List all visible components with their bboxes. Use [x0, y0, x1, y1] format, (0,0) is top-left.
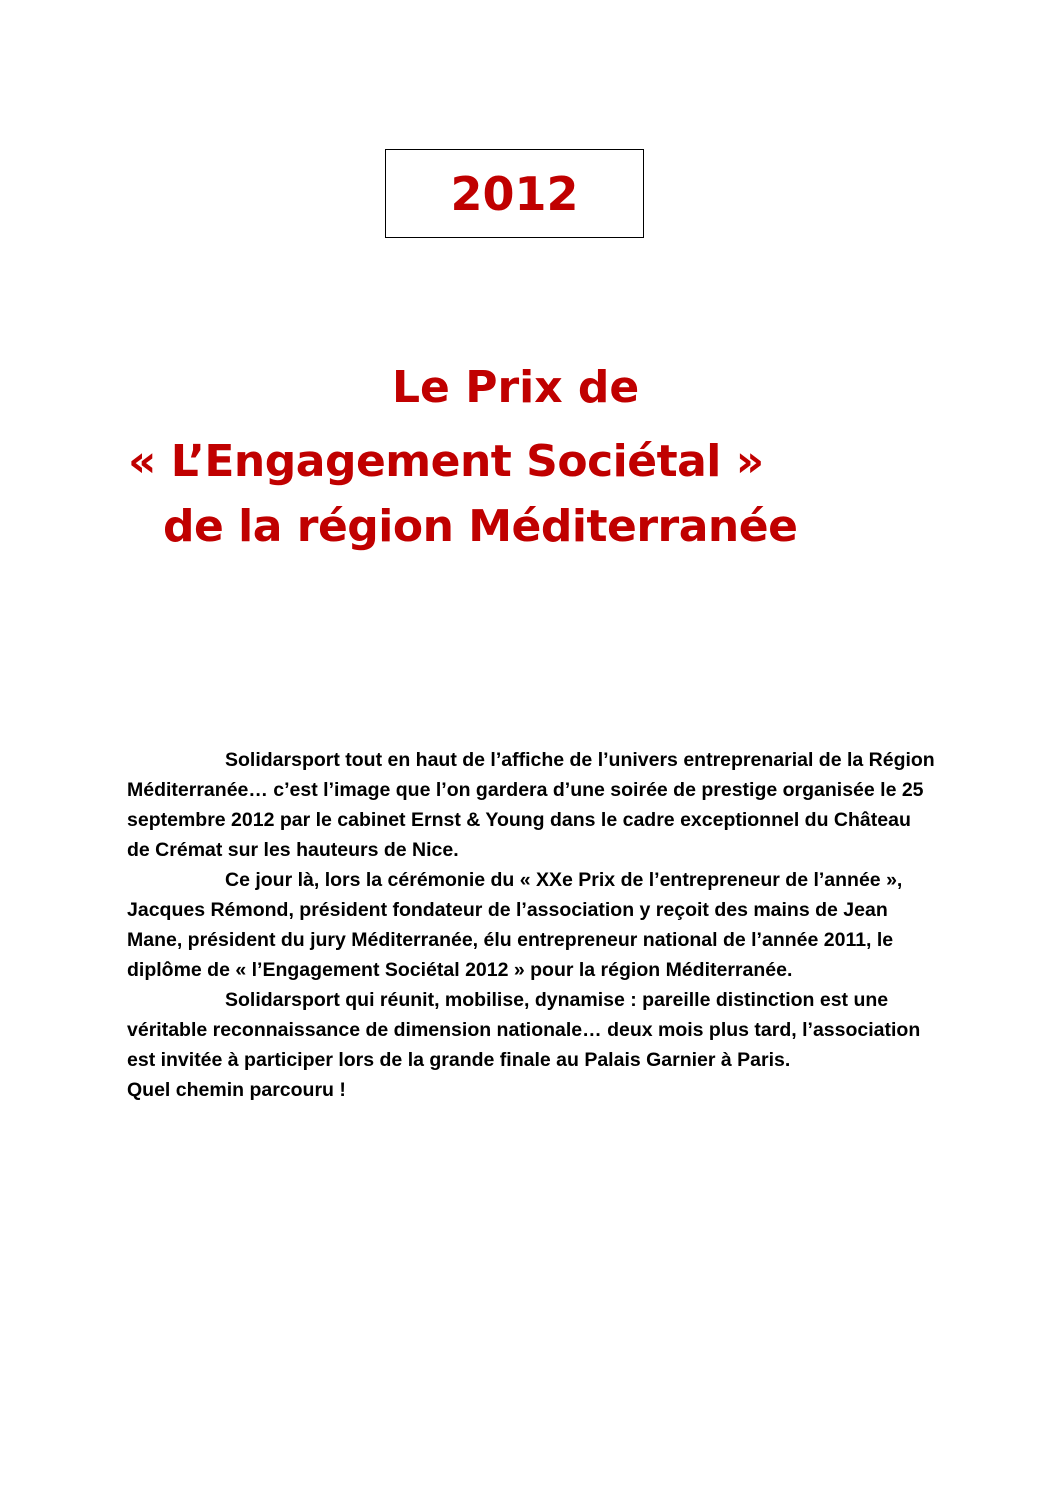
year-box: [385, 149, 644, 238]
paragraph-2: Ce jour là, lors la cérémonie du « XXe Prix de l’entrepreneur de l’année », Jacques Rémond, président fondateur de l’association y reçoit des mains de Jean Mane, président du jury Méditerranée, élu entrepreneur national de l’année 2011, le diplôme de « l’Engagement Sociétal 2012 » pour la région Méditerranée.: [127, 869, 903, 981]
paragraph-1: Solidarsport tout en haut de l’affiche de l’univers entreprenarial de la Région Méditerranée… c’est l’image que l’on gardera d’une soirée de prestige organisée le 25 septembre 2012 par le cabinet Ernst & Young dans le cadre exceptionnel du Château de Crémat sur les hauteurs de Nice.: [127, 749, 935, 861]
paragraph-3: Solidarsport qui réunit, mobilise, dynamise : pareille distinction est une véritable reconnaissance de dimension nationale… deux mois plus tard, l’association est invitée à participer lors de la grande finale au Palais Garnier à Paris.: [127, 989, 921, 1071]
title-line-3: de la région Méditerranée: [163, 501, 798, 552]
year-label: 2012: [450, 166, 579, 221]
title-line-2: « L’Engagement Sociétal »: [128, 436, 764, 487]
closing-line: Quel chemin parcouru !: [127, 1079, 346, 1101]
title-line-1: Le Prix de: [392, 362, 640, 413]
article-body: [127, 745, 937, 1105]
